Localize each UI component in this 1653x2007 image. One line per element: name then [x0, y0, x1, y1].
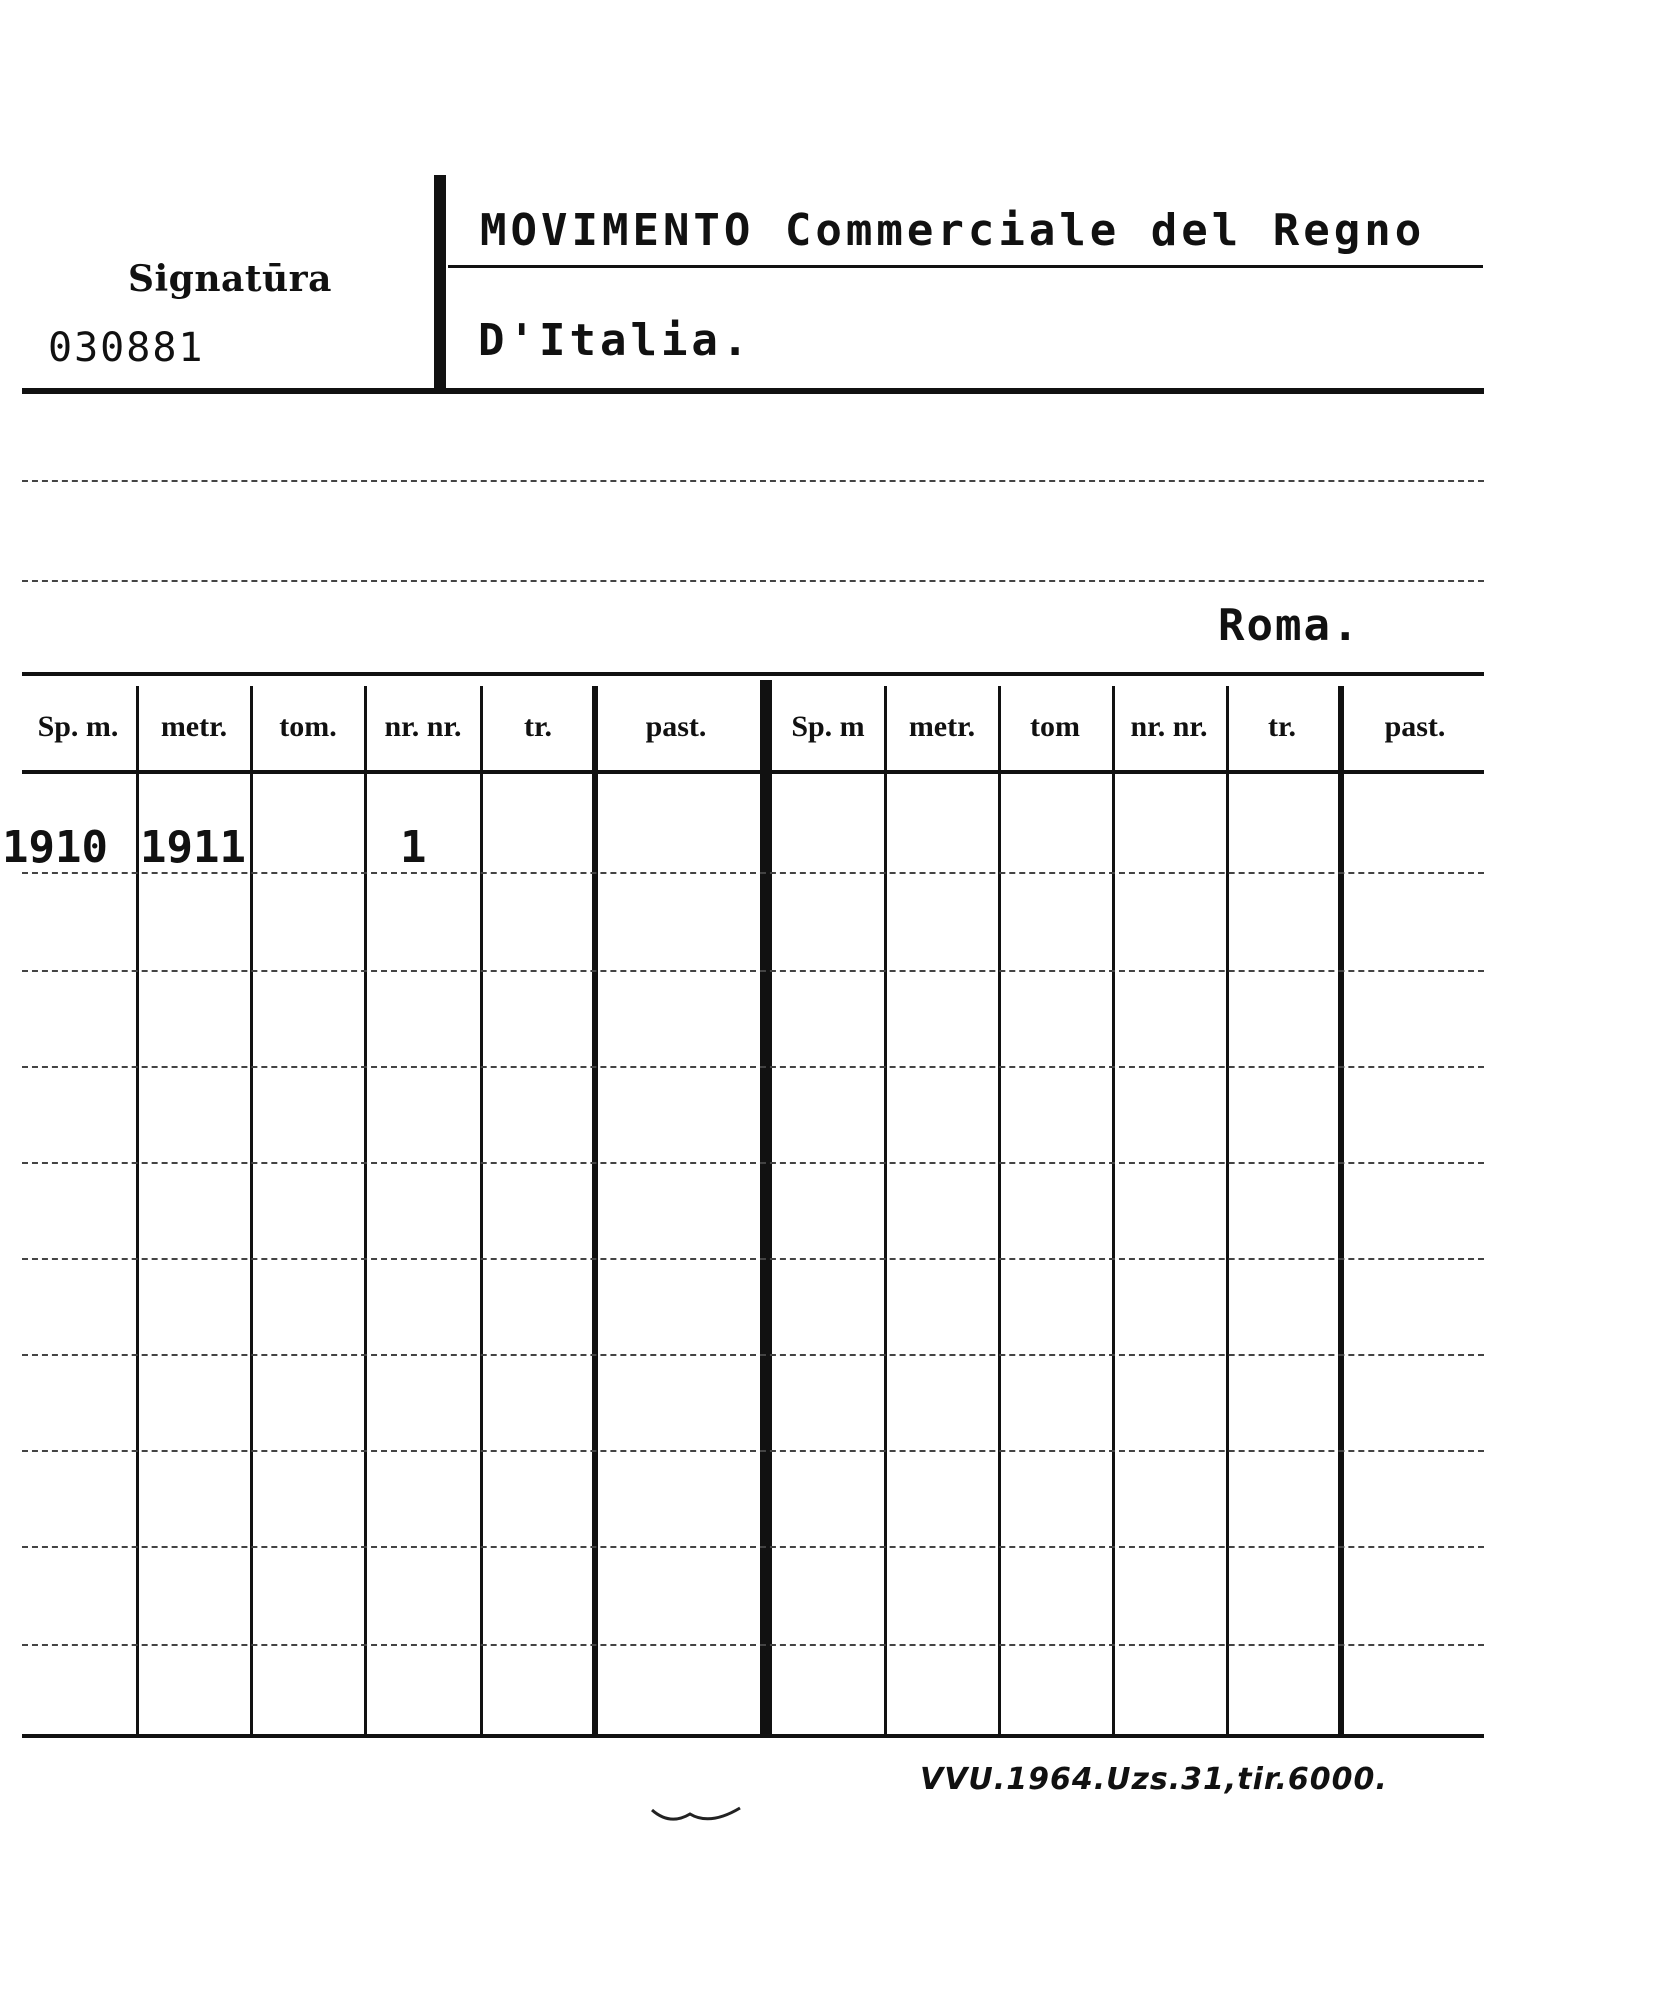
col-header-past: past.	[645, 710, 707, 743]
col-line-5	[592, 686, 598, 1734]
row-rule-3	[22, 1066, 1484, 1068]
table-top-rule	[22, 672, 1484, 676]
col-header-nr-nr-right: nr. nr.	[1130, 710, 1208, 743]
row-rule-2	[22, 970, 1484, 972]
center-divider	[760, 680, 772, 1734]
title-line-1: MOVIMENTO Commerciale del Regno	[480, 205, 1426, 256]
col-header-tr-right: tr.	[1267, 710, 1297, 743]
print-note: VVU.1964.Uzs.31,tir.6000.	[920, 1762, 1388, 1797]
col-header-metr-right: metr.	[908, 710, 976, 743]
city-label: Roma.	[1218, 600, 1361, 651]
table-header-rule	[22, 770, 1484, 774]
title-line-2: D'Italia.	[478, 315, 753, 366]
col-header-sp-m-right: Sp. m	[791, 710, 865, 743]
entry-metr: 1911	[140, 822, 246, 873]
blank-line-2	[22, 580, 1484, 582]
blank-line-1	[22, 480, 1484, 482]
signature-number: 030881	[48, 325, 205, 371]
row-rule-7	[22, 1450, 1484, 1452]
header-divider	[434, 175, 446, 390]
title-underline	[448, 265, 1483, 268]
col-header-sp-m: Sp. m.	[37, 710, 119, 743]
row-rule-9	[22, 1644, 1484, 1646]
col-line-8	[998, 686, 1001, 1734]
signature-label: Signatūra	[128, 258, 332, 300]
col-line-1	[136, 686, 139, 1734]
col-line-11	[1338, 686, 1344, 1734]
col-header-past-right: past.	[1384, 710, 1446, 743]
col-header-tom-right: tom	[1030, 710, 1080, 743]
col-line-4	[480, 686, 483, 1734]
col-header-tr: tr.	[523, 710, 553, 743]
table-bottom-rule	[22, 1734, 1484, 1738]
row-rule-5	[22, 1258, 1484, 1260]
row-rule-4	[22, 1162, 1484, 1164]
col-line-10	[1226, 686, 1229, 1734]
entry-nr-nr: 1	[400, 822, 427, 873]
row-rule-6	[22, 1354, 1484, 1356]
col-line-2	[250, 686, 253, 1734]
col-line-7	[884, 686, 887, 1734]
col-header-nr-nr: nr. nr.	[384, 710, 462, 743]
ink-mark	[650, 1800, 770, 1830]
col-header-tom: tom.	[279, 710, 337, 743]
row-rule-8	[22, 1546, 1484, 1548]
entry-sp-m: 1910	[2, 822, 108, 873]
col-line-9	[1112, 686, 1115, 1734]
header-bottom-rule	[22, 388, 1484, 394]
col-header-metr: metr.	[160, 710, 228, 743]
col-line-3	[364, 686, 367, 1734]
